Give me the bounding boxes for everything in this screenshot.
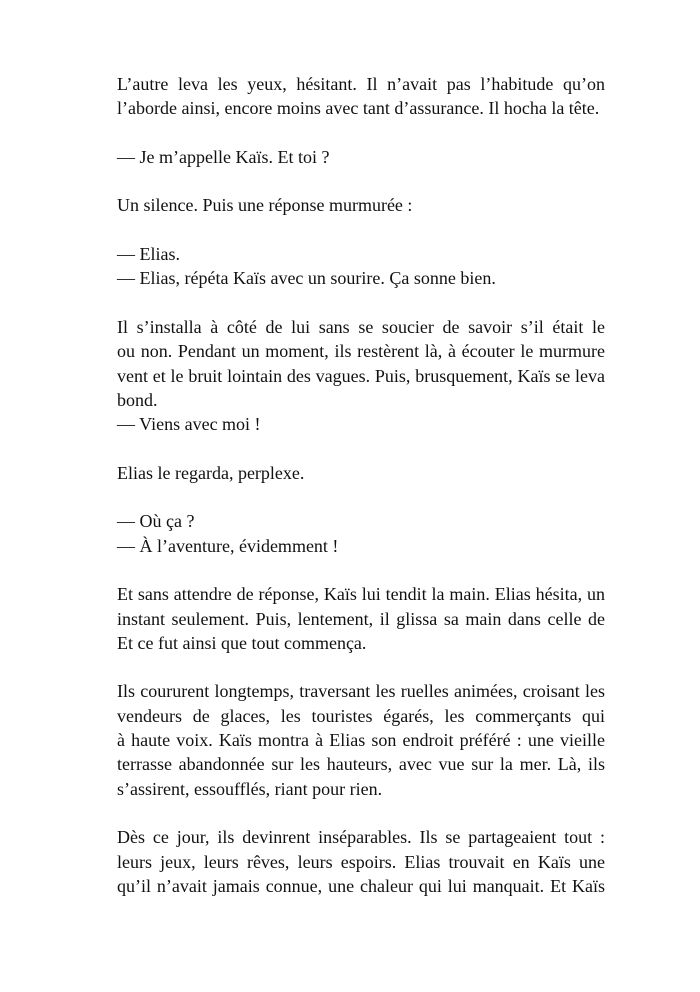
text-line: l’aborde ainsi, encore moins avec tant d’assurance. Il hocha la tête. <box>117 98 600 119</box>
text-line: — Je m’appelle Kaïs. Et toi ? <box>117 146 330 167</box>
text-line: qu’il n’avait jamais connue, une chaleur qui lui manquait. Et Kaïs <box>117 875 605 896</box>
paragraph-gap <box>117 169 605 193</box>
text-line: Ils coururent longtemps, traversant les ruelles animées, croisant les <box>117 681 605 702</box>
text-line: Un silence. Puis une réponse murmurée : <box>117 195 413 216</box>
paragraph <box>117 679 605 800</box>
text-line: — Viens avec moi ! <box>117 414 261 435</box>
text-line: instant seulement. Puis, lentement, il glissa sa main dans celle de <box>117 608 605 629</box>
paragraph <box>117 72 605 121</box>
paragraph-gap <box>117 485 605 509</box>
paragraph <box>117 266 605 290</box>
text-line: vendeurs de glaces, les touristes égarés, les commerçants qui <box>117 705 605 726</box>
text-line: à haute voix. Kaïs montra à Elias son endroit préféré : une vieille <box>117 730 605 751</box>
paragraph <box>117 412 605 436</box>
paragraph <box>117 315 605 412</box>
paragraph-gap <box>117 801 605 825</box>
text-line: terrasse abandonnée sur les hauteurs, avec vue sur la mer. Là, ils <box>117 754 605 775</box>
text-line: vent et le bruit lointain des vagues. Puis, brusquement, Kaïs se leva <box>117 365 605 386</box>
text-line: Et ce fut ainsi que tout commença. <box>117 632 367 653</box>
paragraph <box>117 509 605 533</box>
text-line: bond. <box>117 389 158 410</box>
text-line: s’assirent, essoufflés, riant pour rien. <box>117 778 383 799</box>
paragraph <box>117 825 605 898</box>
text-line: — Où ça ? <box>117 511 195 532</box>
text-line: Et sans attendre de réponse, Kaïs lui tendit la main. Elias hésita, un <box>117 584 605 605</box>
paragraph-gap <box>117 436 605 460</box>
paragraph <box>117 534 605 558</box>
paragraph-gap <box>117 291 605 315</box>
text-line: — À l’aventure, évidemment ! <box>117 535 339 556</box>
text-line: L’autre leva les yeux, hésitant. Il n’avait pas l’habitude qu’on <box>117 74 605 94</box>
paragraph-gap <box>117 218 605 242</box>
paragraph-gap <box>117 558 605 582</box>
paragraph <box>117 461 605 485</box>
paragraph-gap <box>117 655 605 679</box>
text-line: — Elias. <box>117 244 180 265</box>
paragraph <box>117 193 605 217</box>
paragraph <box>117 242 605 266</box>
text-line: Dès ce jour, ils devinrent inséparables. Ils se partageaient tout : <box>117 827 605 848</box>
paragraph-gap <box>117 121 605 145</box>
paragraph <box>117 582 605 655</box>
body-text <box>117 72 605 898</box>
text-line: Elias le regarda, perplexe. <box>117 462 305 483</box>
paragraph <box>117 145 605 169</box>
text-line: ou non. Pendant un moment, ils restèrent là, à écouter le murmure <box>117 341 605 362</box>
text-line: Il s’installa à côté de lui sans se soucier de savoir s’il était le <box>117 316 605 337</box>
text-line: — Elias, répéta Kaïs avec un sourire. Ça sonne bien. <box>117 268 496 289</box>
text-line: leurs jeux, leurs rêves, leurs espoirs. Elias trouvait en Kaïs une <box>117 851 605 872</box>
